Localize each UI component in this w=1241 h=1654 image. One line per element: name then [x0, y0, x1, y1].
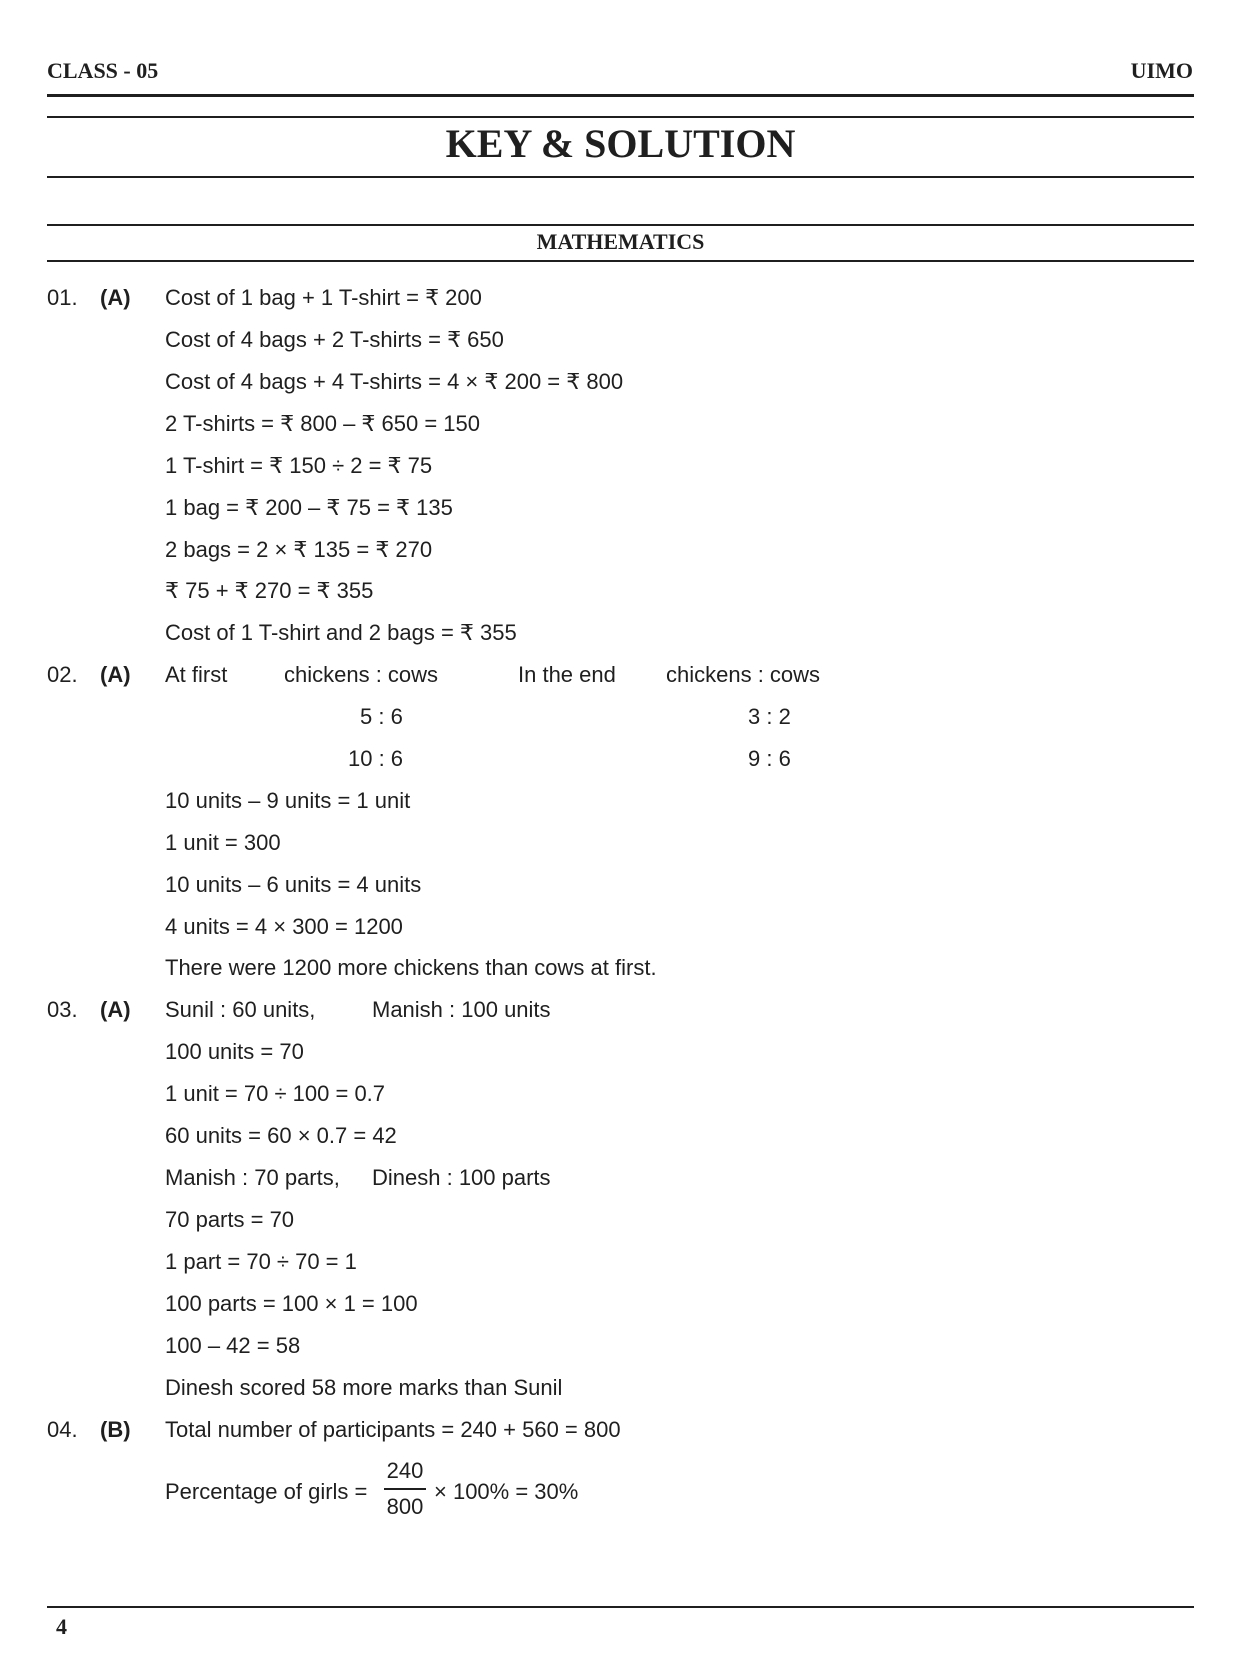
class-label: CLASS - 05 — [47, 58, 159, 83]
title-bottom-rule — [47, 176, 1194, 178]
q2-end-ratio: 3 : 2 — [748, 704, 791, 729]
q2-answer: (A) — [100, 662, 131, 687]
q2-line: 1 unit = 300 — [165, 830, 281, 855]
q4-answer: (B) — [100, 1417, 131, 1442]
fraction-bar — [384, 1488, 426, 1490]
q2-line: There were 1200 more chickens than cows at first. — [165, 955, 657, 980]
q4-percentage-result: × 100% = 30% — [434, 1479, 579, 1504]
q1-line: 2 bags = 2 × ₹ 135 = ₹ 270 — [165, 537, 433, 562]
q3-line: 100 – 42 = 58 — [165, 1333, 301, 1358]
q3-answer: (A) — [100, 997, 131, 1022]
q2-in-the-end: In the end — [518, 662, 616, 687]
subject-bottom-rule — [47, 260, 1194, 262]
q4-number: 04. — [47, 1417, 78, 1442]
q1-line: Cost of 1 bag + 1 T-shirt = ₹ 200 — [165, 285, 482, 310]
q2-line: 10 units – 9 units = 1 unit — [165, 788, 411, 813]
q1-line: Cost of 4 bags + 4 T-shirts = 4 × ₹ 200 = ₹ 800 — [165, 369, 624, 394]
q4-numerator: 240 — [386, 1458, 424, 1483]
q3-line: 100 parts = 100 × 1 = 100 — [165, 1291, 418, 1316]
q2-line: 4 units = 4 × 300 = 1200 — [165, 914, 403, 939]
q1-line: 1 T-shirt = ₹ 150 ÷ 2 = ₹ 75 — [165, 453, 433, 478]
page-number: 4 — [56, 1614, 67, 1639]
q2-at-first: At first — [165, 662, 228, 687]
q3-line: 70 parts = 70 — [165, 1207, 295, 1232]
q1-line: ₹ 75 + ₹ 270 = ₹ 355 — [165, 578, 374, 603]
q1-line: Cost of 1 T-shirt and 2 bags = ₹ 355 — [165, 620, 517, 645]
q3-sunil: Sunil : 60 units, — [165, 997, 316, 1022]
q1-line: Cost of 4 bags + 2 T-shirts = ₹ 650 — [165, 327, 504, 352]
q2-number: 02. — [47, 662, 78, 687]
q1-line: 2 T-shirts = ₹ 800 – ₹ 650 = 150 — [165, 411, 481, 436]
q2-first-ratio: 5 : 6 — [360, 704, 403, 729]
q3-line: Dinesh scored 58 more marks than Sunil — [165, 1375, 563, 1400]
q3-number: 03. — [47, 997, 78, 1022]
q4-fraction — [384, 1456, 426, 1522]
q3-line: 60 units = 60 × 0.7 = 42 — [165, 1123, 397, 1148]
q1-number: 01. — [47, 285, 78, 310]
q2-end-ratio: 9 : 6 — [748, 746, 791, 771]
q4-percentage-label: Percentage of girls = — [165, 1479, 368, 1504]
q1-answer: (A) — [100, 285, 131, 310]
q3-line: 1 part = 70 ÷ 70 = 1 — [165, 1249, 357, 1274]
subject-heading: MATHEMATICS — [536, 229, 705, 254]
q3-manish-units: Manish : 100 units — [372, 997, 551, 1022]
title-top-rule — [47, 116, 1194, 118]
brand-label: UIMO — [1130, 58, 1193, 83]
q2-line: 10 units – 6 units = 4 units — [165, 872, 422, 897]
q3-line: 1 unit = 70 ÷ 100 = 0.7 — [165, 1081, 386, 1106]
q4-line: Total number of participants = 240 + 560 = 800 — [165, 1417, 621, 1442]
q3-line: 100 units = 70 — [165, 1039, 304, 1064]
q2-end-ratio-label: chickens : cows — [666, 662, 821, 687]
q1-line: 1 bag = ₹ 200 – ₹ 75 = ₹ 135 — [165, 495, 453, 520]
q2-first-ratio: 10 : 6 — [348, 746, 404, 771]
footer-rule — [47, 1606, 1194, 1608]
subject-top-rule — [47, 224, 1194, 226]
q3-dinesh-parts: Dinesh : 100 parts — [372, 1165, 551, 1190]
page-title: KEY & SOLUTION — [445, 121, 796, 166]
header-rule — [47, 94, 1194, 97]
q4-denominator: 800 — [386, 1494, 424, 1519]
q3-manish-parts: Manish : 70 parts, — [165, 1165, 340, 1190]
q2-first-ratio-label: chickens : cows — [284, 662, 439, 687]
